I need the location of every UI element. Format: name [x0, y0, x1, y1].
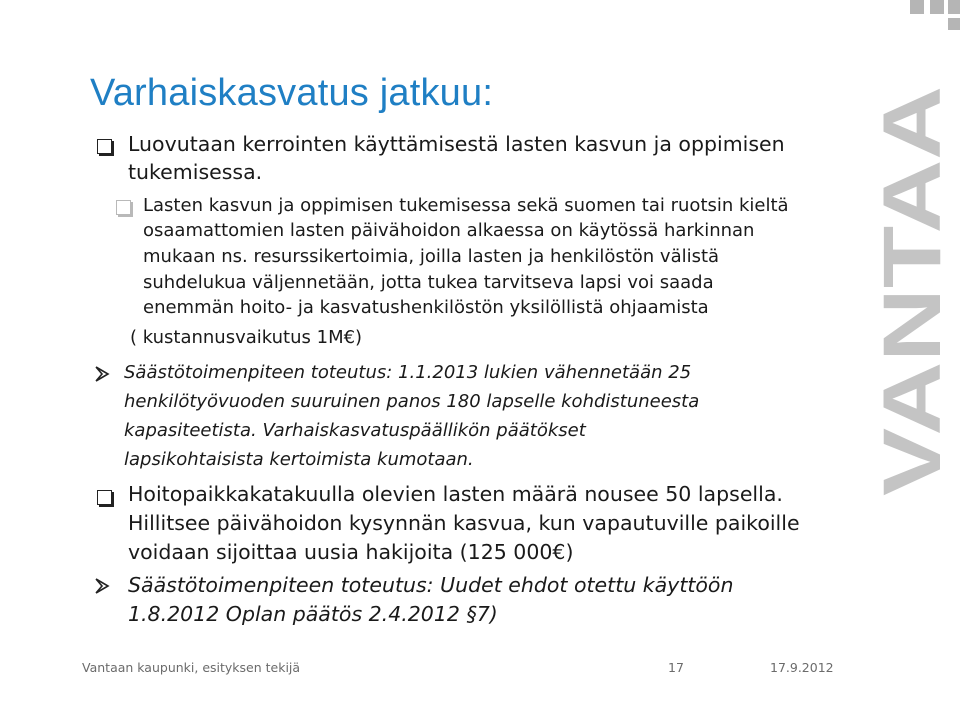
bullet-line: enemmän hoito- ja kasvatushenkilöstön yksilöllistä ohjaamista [143, 297, 709, 318]
bullet-line: kapasiteetista. Varhaiskasvatuspäällikön päätökset [124, 420, 586, 441]
bullet-line: Säästötoimenpiteen toteutus: 1.1.2013 lukien vähennetään 25 [124, 362, 692, 383]
footer-organization: Vantaan kaupunki, esityksen tekijä [82, 660, 301, 675]
slide-title: Varhaiskasvatus jatkuu: [90, 72, 494, 114]
bullet-line: Hoitopaikkakatakuulla olevien lasten määrä nousee 50 lapsella. [128, 482, 783, 506]
corner-square [930, 0, 944, 14]
arrow-bullet-icon [94, 578, 110, 594]
vantaa-logo-text: VANTAA [867, 166, 958, 496]
bullet-line: Säästötoimenpiteen toteutus: Uudet ehdot otettu käyttöön [128, 573, 734, 597]
corner-decoration [900, 0, 960, 40]
bullet-line: lapsikohtaisista kertoimista kumotaan. [124, 449, 474, 470]
corner-square [948, 18, 960, 30]
bullet-line: tukemisessa. [128, 160, 263, 184]
bullet-line: voidaan sijoittaa uusia hakijoita (125 000€) [128, 540, 574, 564]
checkbox-icon [97, 490, 112, 505]
bullet-line: 1.8.2012 Oplan päätös 2.4.2012 §7) [128, 602, 498, 626]
bullet-line: ( kustannusvaikutus 1M€) [130, 327, 363, 348]
bullet-line: Luovutaan kerrointen käyttämisestä lasten kasvun ja oppimisen [128, 132, 785, 156]
corner-square [910, 0, 924, 14]
bullet-line: henkilötyövuoden suuruinen panos 180 lapselle kohdistuneesta [124, 391, 700, 412]
bullet-line: osaamattomien lasten päivähoidon alkaessa on käytössä harkinnan [143, 220, 755, 241]
footer-date: 17.9.2012 [770, 660, 834, 675]
arrow-bullet-icon [94, 366, 110, 382]
footer-page-number: 17 [668, 660, 684, 675]
checkbox-icon [97, 139, 112, 154]
checkbox-icon [116, 200, 131, 215]
bullet-line: mukaan ns. resurssikertoimia, joilla lasten ja henkilöstön välistä [143, 246, 720, 267]
corner-square [948, 0, 960, 14]
bullet-line: Hillitsee päivähoidon kysynnän kasvua, kun vapautuville paikoille [128, 511, 800, 535]
vantaa-logo [867, 86, 958, 500]
bullet-line: Lasten kasvun ja oppimisen tukemisessa sekä suomen tai ruotsin kieltä [143, 195, 789, 216]
bullet-line: suhdelukua väljennetään, jotta tukea tarvitseva lapsi voi saada [143, 272, 714, 293]
